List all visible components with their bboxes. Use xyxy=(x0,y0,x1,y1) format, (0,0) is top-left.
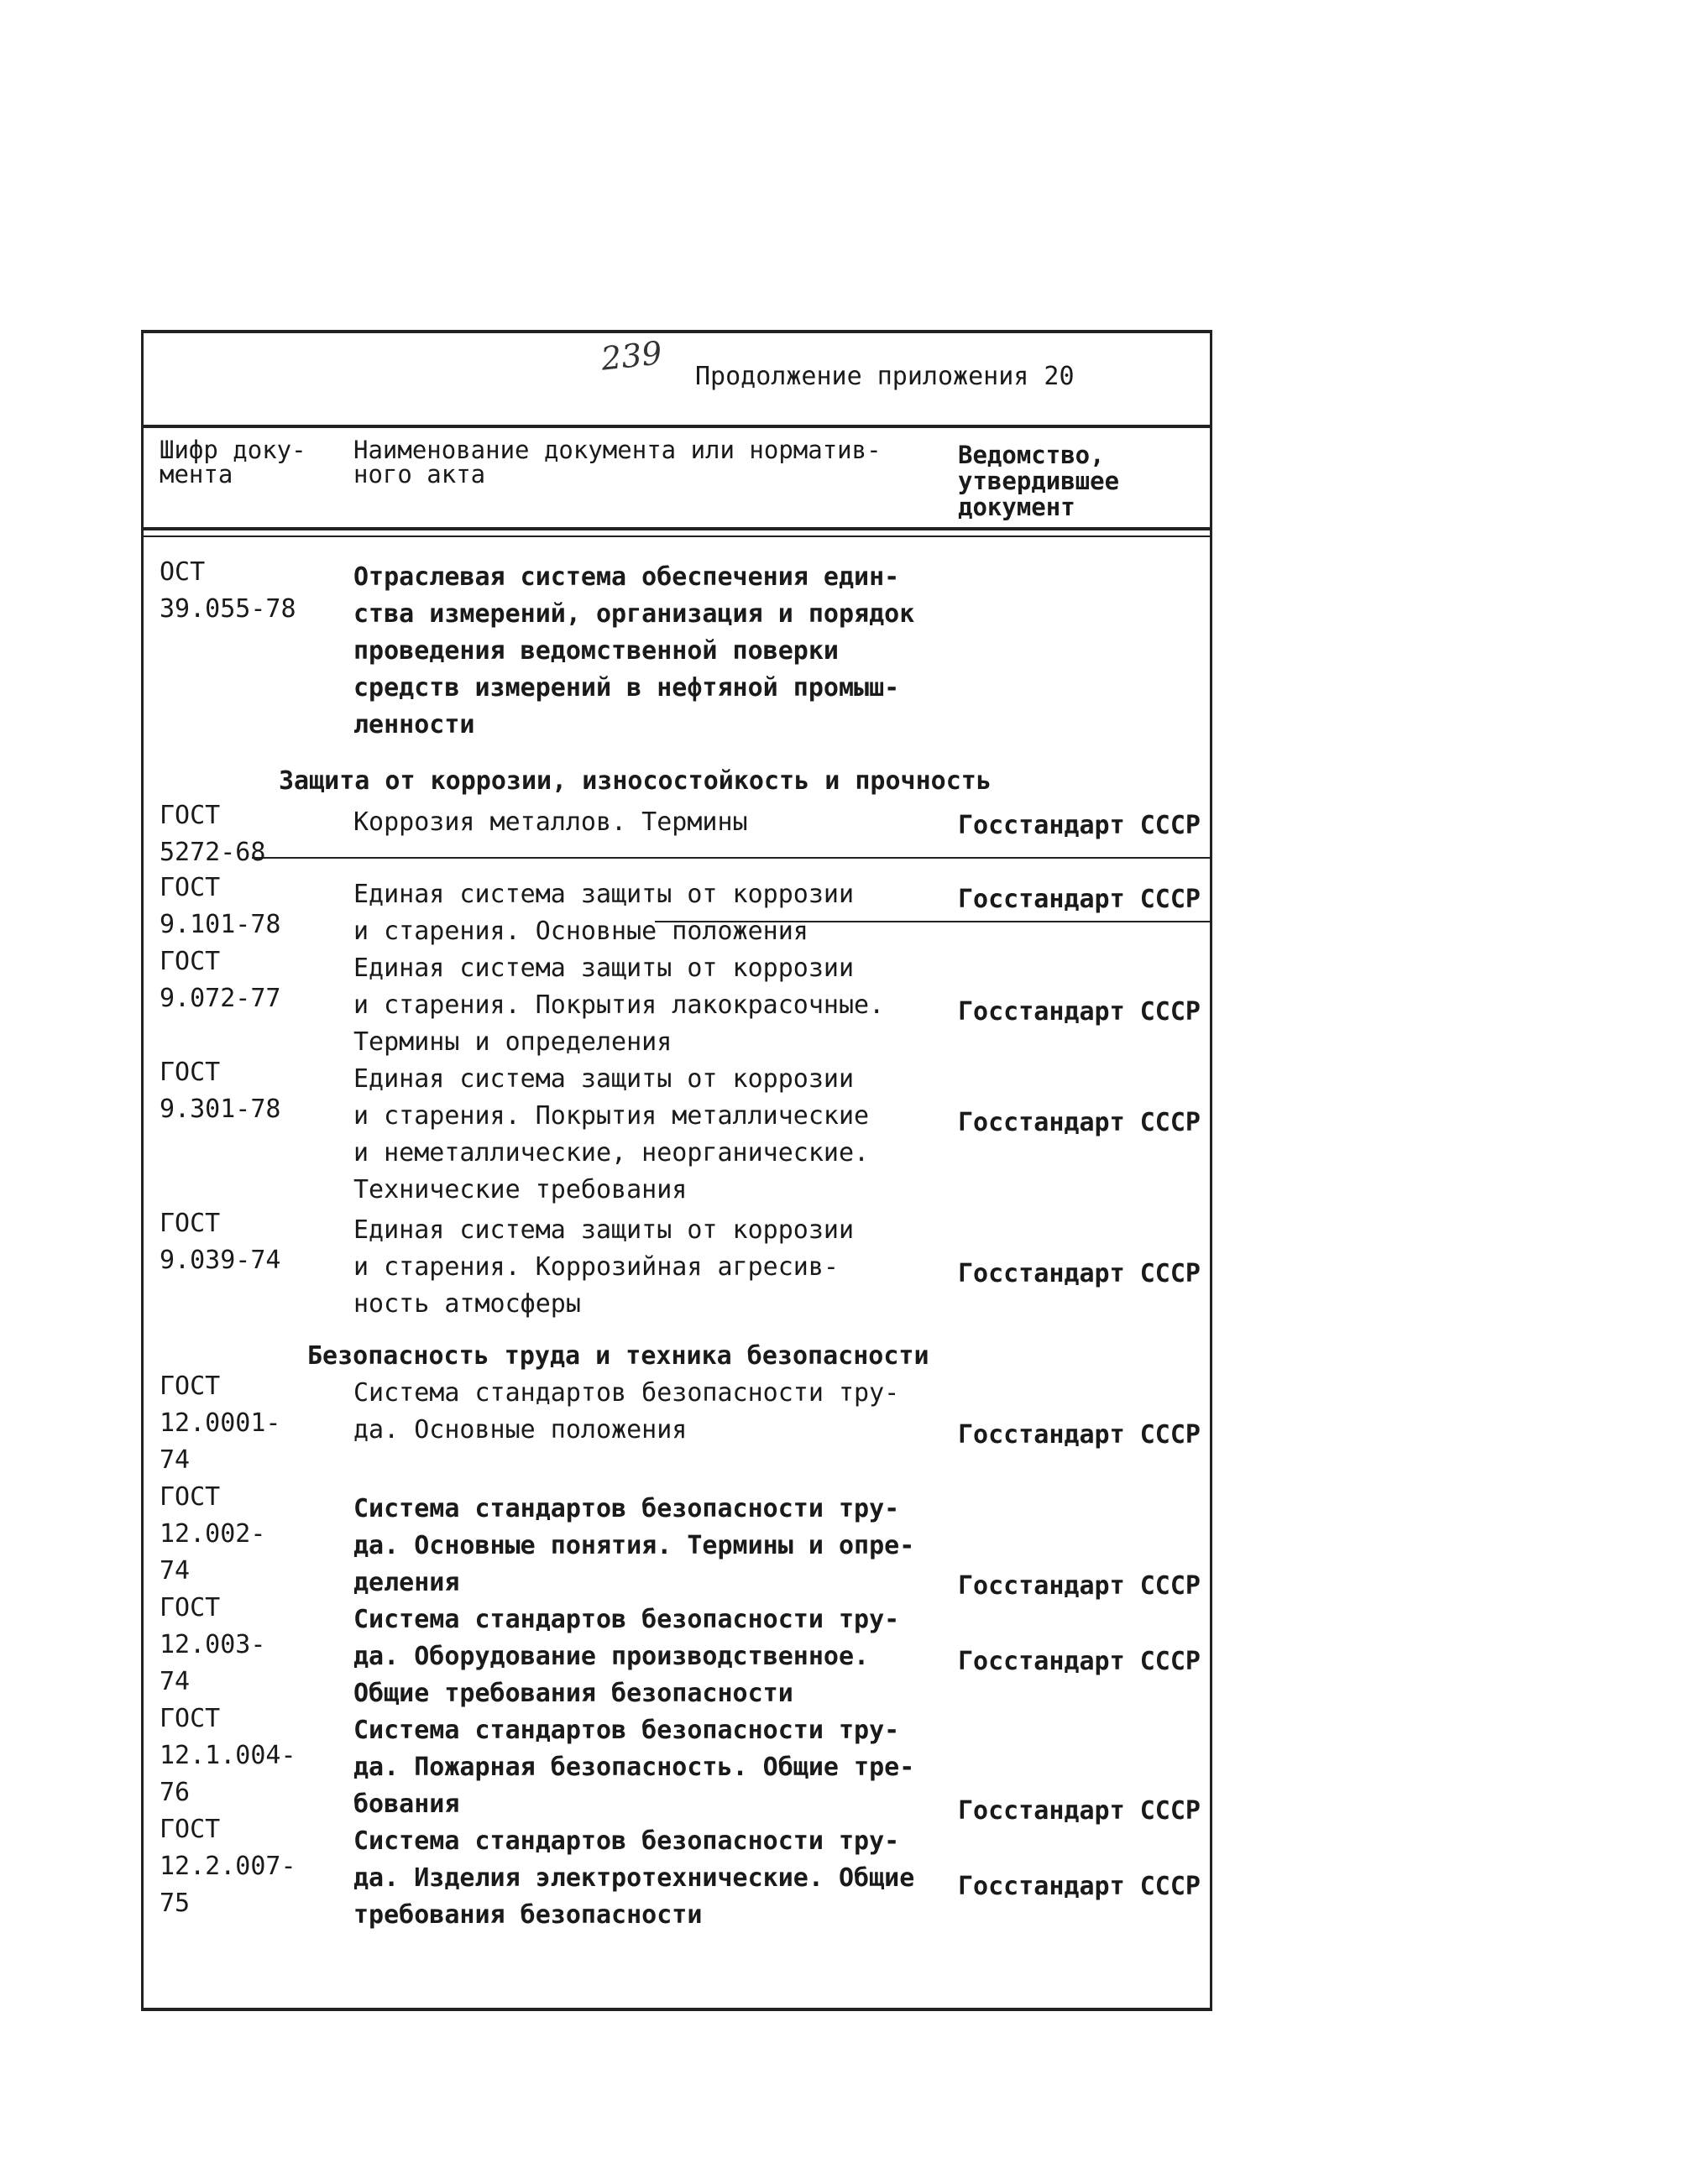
document-code: 74 xyxy=(160,1667,191,1696)
document-code: 9.072-77 xyxy=(160,984,281,1013)
document-code: ГОСТ xyxy=(160,1593,221,1622)
document-code: 12.2.007- xyxy=(160,1852,296,1881)
document-name: требования безопасности xyxy=(353,1900,703,1930)
document-name: да. Изделия электротехнические. Общие xyxy=(353,1863,915,1893)
document-name: проведения ведомственной поверки xyxy=(353,636,839,666)
document-name: и старения. Покрытия металлические xyxy=(353,1101,870,1131)
column-header-code: Шифр доку- xyxy=(160,436,306,464)
document-code: ГОСТ xyxy=(160,1372,221,1401)
column-header-agency: документ xyxy=(958,493,1075,521)
document-code: 76 xyxy=(160,1778,191,1807)
document-code: 5272-68 xyxy=(160,838,266,867)
document-code: ГОСТ xyxy=(160,1058,221,1087)
document-name: Система стандартов безопасности тру- xyxy=(353,1826,900,1856)
document-name: деления xyxy=(353,1568,460,1597)
document-name: Система стандартов безопасности тру- xyxy=(353,1494,900,1523)
document-name: бования xyxy=(353,1790,460,1819)
document-name: ность атмосферы xyxy=(353,1289,581,1319)
document-code: 9.101-78 xyxy=(160,910,281,939)
document-code: 9.039-74 xyxy=(160,1246,281,1275)
document-code: 9.301-78 xyxy=(160,1095,281,1124)
document-code: 74 xyxy=(160,1556,191,1586)
document-name: Единая система защиты от коррозии xyxy=(353,1215,855,1245)
document-code: 12.0001- xyxy=(160,1408,281,1438)
column-header-code: мента xyxy=(160,460,233,489)
document-name: средств измерений в нефтяной промыш- xyxy=(353,673,900,703)
document-code: ГОСТ xyxy=(160,873,221,902)
document-code: ГОСТ xyxy=(160,1482,221,1512)
header-rule-top xyxy=(141,425,1212,428)
document-code: ГОСТ xyxy=(160,1209,221,1238)
document-code: 39.055-78 xyxy=(160,594,296,624)
approving-agency: Госстандарт СССР xyxy=(958,1420,1201,1450)
approving-agency: Госстандарт СССР xyxy=(958,1796,1201,1826)
document-name: Общие требования безопасности xyxy=(353,1679,793,1708)
document-code: ГОСТ xyxy=(160,1815,221,1844)
column-header-agency: Ведомство, xyxy=(958,441,1105,469)
column-header-name: ного акта xyxy=(353,460,486,489)
page-number: 239 xyxy=(599,334,664,378)
document-name: ства измерений, организация и порядок xyxy=(353,599,915,629)
document-name: ленности xyxy=(353,710,475,739)
document-name: Система стандартов безопасности тру- xyxy=(353,1378,900,1408)
document-name: Система стандартов безопасности тру- xyxy=(353,1605,900,1634)
approving-agency: Госстандарт СССР xyxy=(958,1259,1201,1288)
column-header-name: Наименование документа или норматив- xyxy=(353,436,882,464)
document-code: ОСТ xyxy=(160,557,206,587)
document-name: да. Оборудование производственное. xyxy=(353,1642,870,1671)
document-name: Коррозия металлов. Термины xyxy=(353,807,748,837)
document-code: 12.003- xyxy=(160,1630,266,1659)
document-name: Единая система защиты от коррозии xyxy=(353,1064,855,1094)
approving-agency: Госстандарт СССР xyxy=(958,1872,1201,1901)
document-name: да. Пожарная безопасность. Общие тре- xyxy=(353,1753,915,1782)
section-heading: Безопасность труда и техника безопасности xyxy=(307,1341,929,1371)
approving-agency: Госстандарт СССР xyxy=(958,1108,1201,1137)
continuation-title: Продолжение приложения 20 xyxy=(695,362,1075,391)
approving-agency: Госстандарт СССР xyxy=(958,1647,1201,1676)
document-name: Единая система защиты от коррозии xyxy=(353,954,855,983)
document-name: Система стандартов безопасности тру- xyxy=(353,1716,900,1745)
header-rule-bottom-2 xyxy=(141,536,1212,537)
approving-agency: Госстандарт СССР xyxy=(958,997,1201,1027)
document-name: и старения. Основные положения xyxy=(353,917,808,946)
document-code: ГОСТ xyxy=(160,801,221,830)
document-code: ГОСТ xyxy=(160,1704,221,1733)
section-heading: Защита от коррозии, износостойкость и прочность xyxy=(279,766,992,796)
header-rule-bottom xyxy=(141,527,1212,530)
document-name: и старения. Коррозийная агресив- xyxy=(353,1252,839,1282)
document-name: да. Основные положения xyxy=(353,1415,688,1445)
document-name: Технические требования xyxy=(353,1175,688,1204)
document-code: 74 xyxy=(160,1445,191,1475)
column-header-agency: утвердившее xyxy=(958,467,1120,495)
document-code: ГОСТ xyxy=(160,947,221,976)
document-code: 75 xyxy=(160,1889,191,1918)
document-code: 12.002- xyxy=(160,1519,266,1549)
document-name: Термины и определения xyxy=(353,1027,672,1057)
document-name: и старения. Покрытия лакокрасочные. xyxy=(353,990,885,1020)
document-name: Отраслевая система обеспечения един- xyxy=(353,562,900,592)
document-code: 12.1.004- xyxy=(160,1741,296,1770)
approving-agency: Госстандарт СССР xyxy=(958,1571,1201,1601)
document-name: и неметаллические, неорганические. xyxy=(353,1138,870,1168)
approving-agency: Госстандарт СССР xyxy=(958,885,1201,914)
approving-agency: Госстандарт СССР xyxy=(958,811,1201,840)
row-divider xyxy=(252,857,1212,859)
document-name: Единая система защиты от коррозии xyxy=(353,880,855,909)
document-name: да. Основные понятия. Термины и опре- xyxy=(353,1531,915,1560)
